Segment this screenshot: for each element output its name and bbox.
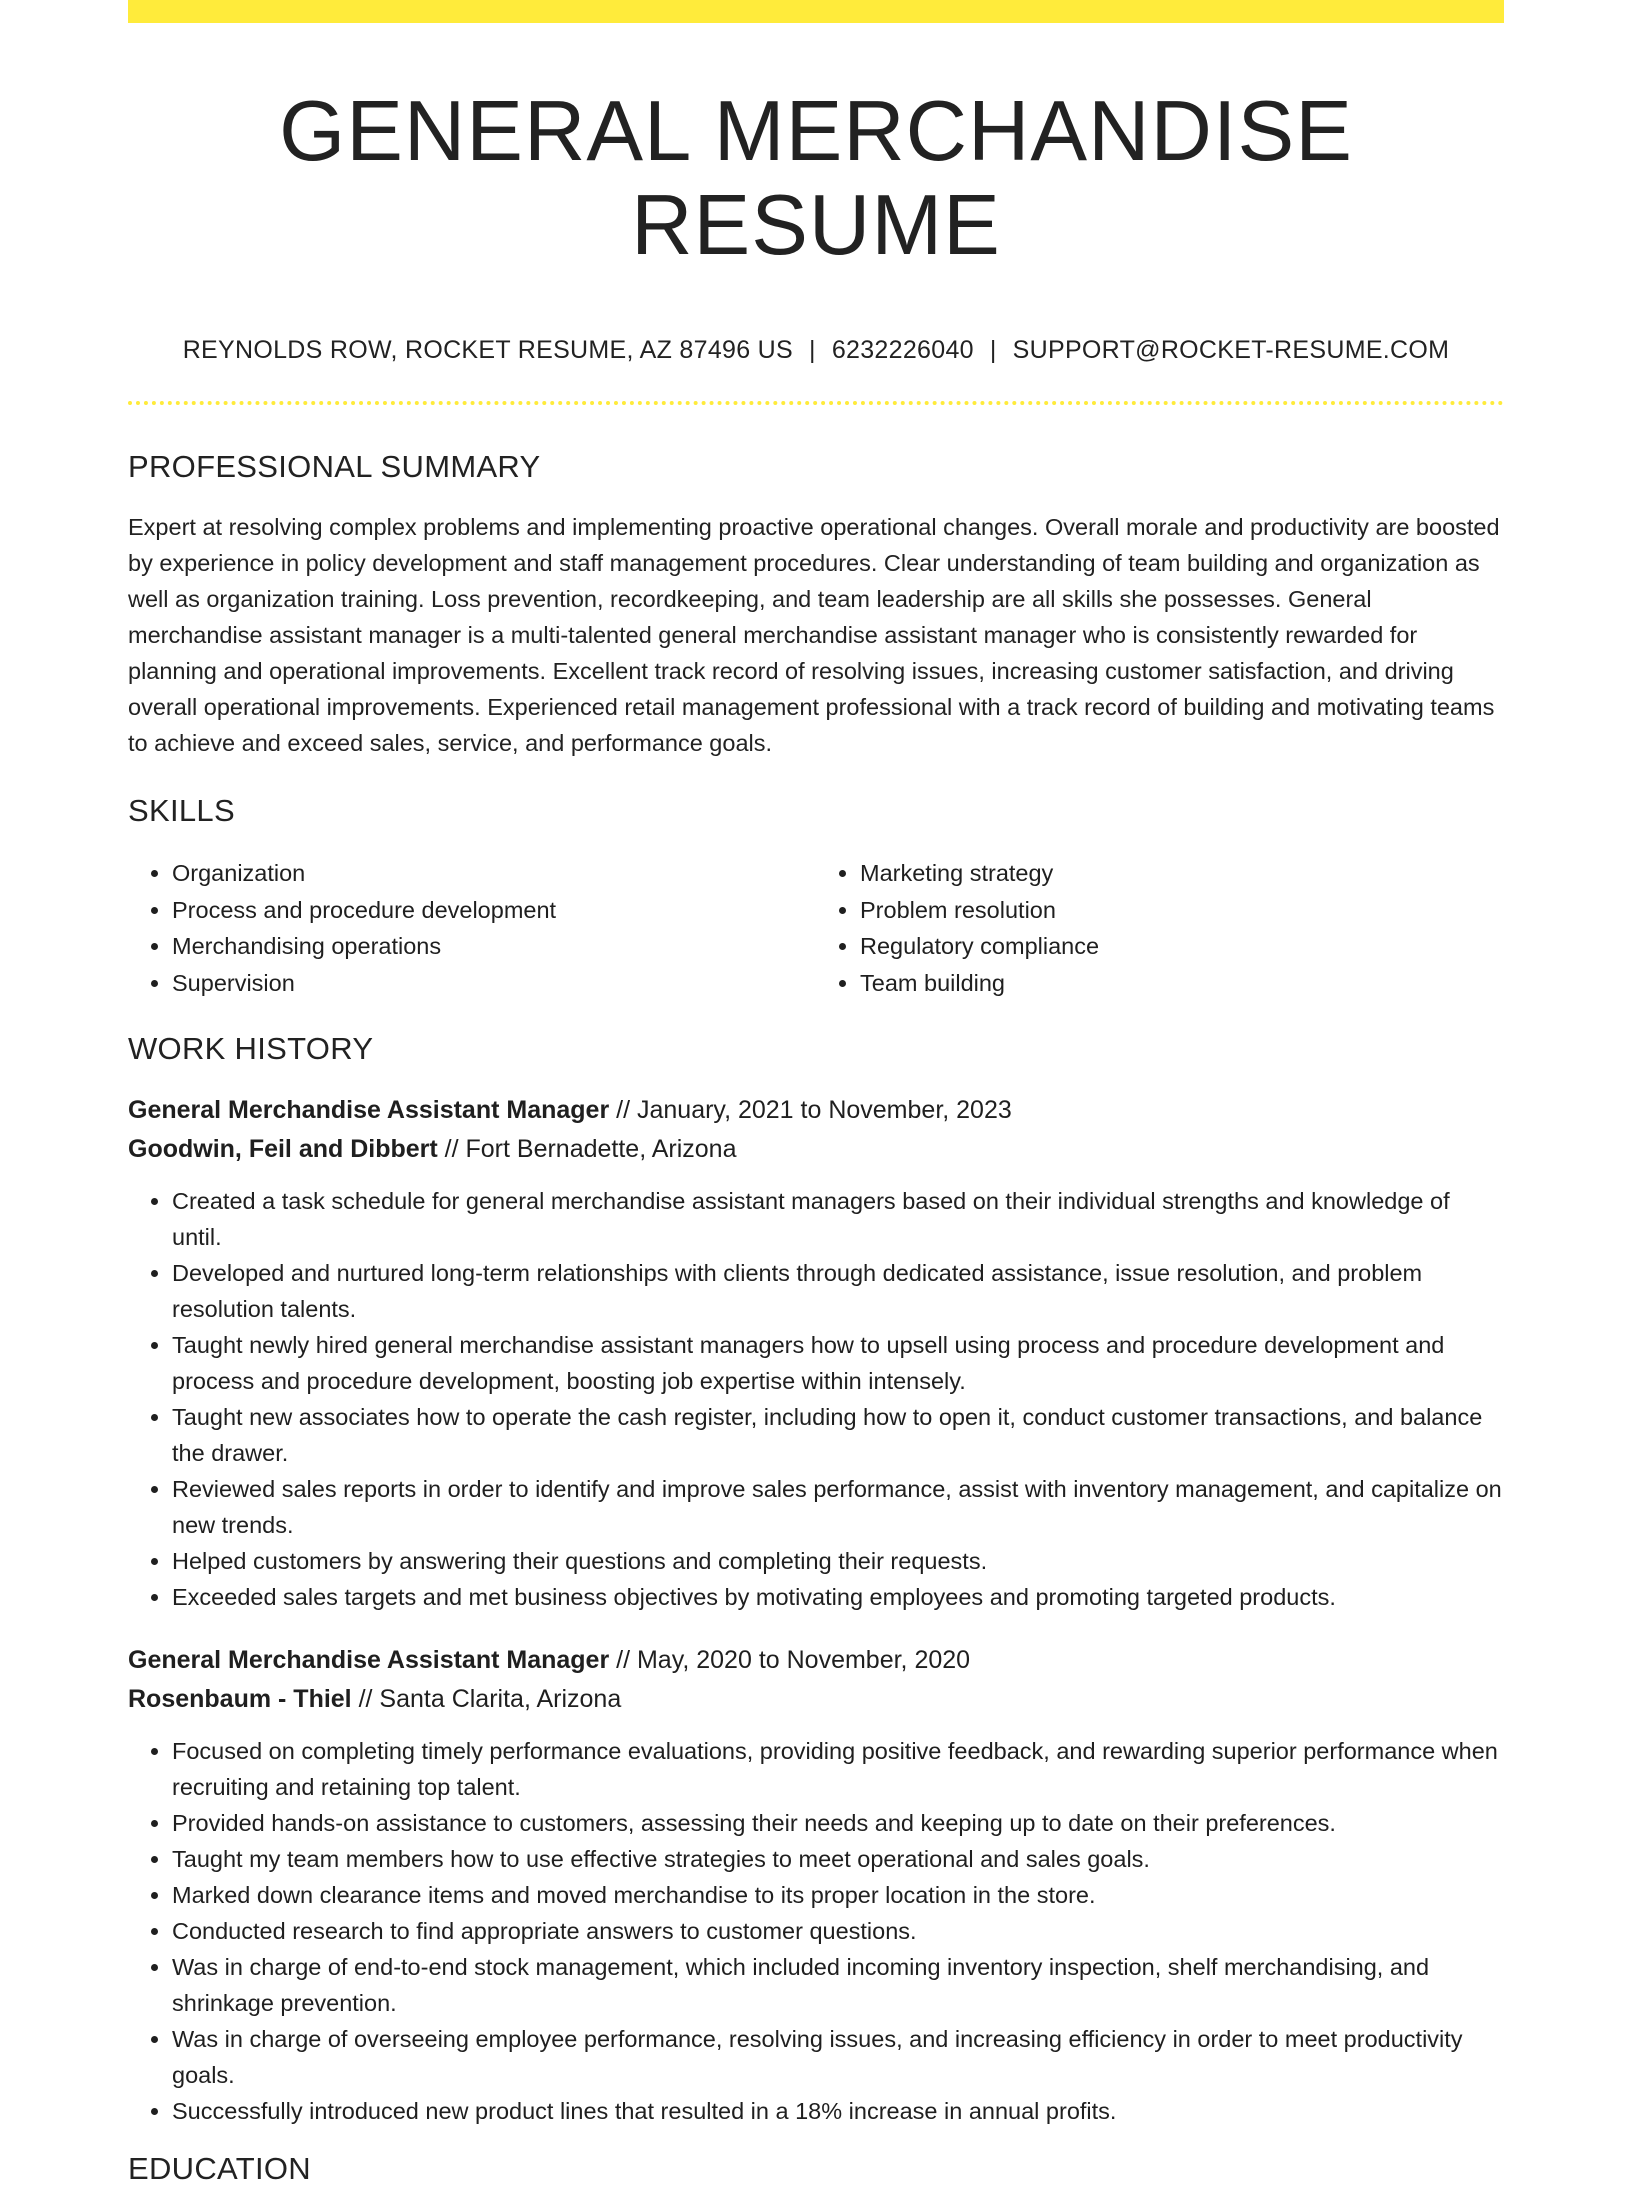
job-bullet: • Was in charge of overseeing employee performance, resolving issues, and increasing efficiency in order to meet productivity goals. <box>172 2021 1504 2093</box>
job-dates: // January, 2021 to November, 2023 <box>609 1096 1012 1124</box>
skill-item: • Supervision <box>172 965 816 1002</box>
job-bullet: • Taught my team members how to use effective strategies to meet operational and sales goals. <box>172 1841 1504 1877</box>
contact-phone: 6232226040 <box>831 336 974 364</box>
contact-separator: | <box>809 336 816 364</box>
summary-heading: PROFESSIONAL SUMMARY <box>128 449 541 484</box>
job-bullet: • Created a task schedule for general merchandise assistant managers based on their individual strengths and knowledge of until. <box>172 1183 1504 1255</box>
education-heading: EDUCATION <box>128 2151 311 2186</box>
job-dates: // May, 2020 to November, 2020 <box>609 1646 971 1674</box>
job-bullet: • Taught newly hired general merchandise assistant managers how to upsell using process and procedure development and process and procedure development, boosting job expertise within intensely. <box>172 1327 1504 1399</box>
job-bullet: • Developed and nurtured long-term relationships with clients through dedicated assistance, issue resolution, and problem resolution talents. <box>172 1255 1504 1327</box>
job-bullet: • Exceeded sales targets and met business objectives by motivating employees and promoting targeted products. <box>172 1579 1504 1615</box>
job-company: Goodwin, Feil and Dibbert <box>128 1135 438 1163</box>
skill-item: • Regulatory compliance <box>860 928 1504 965</box>
job-company-line <box>128 1130 1504 1169</box>
skill-item: • Process and procedure development <box>172 892 816 929</box>
job-bullet: • Marked down clearance items and moved merchandise to its proper location in the store. <box>172 1877 1504 1913</box>
job-location: // Santa Clarita, Arizona <box>351 1685 622 1713</box>
contact-line <box>128 336 1504 365</box>
skills-heading: SKILLS <box>128 793 235 828</box>
skill-item: • Organization <box>172 855 816 892</box>
accent-bar <box>128 0 1504 23</box>
job-company: Rosenbaum - Thiel <box>128 1685 352 1713</box>
job-title-line <box>128 1641 1504 1680</box>
contact-email: SUPPORT@ROCKET-RESUME.COM <box>1012 336 1450 364</box>
skill-item: • Team building <box>860 965 1504 1002</box>
skill-item: • Marketing strategy <box>860 855 1504 892</box>
job-bullet: • Reviewed sales reports in order to identify and improve sales performance, assist with inventory management, and capitalize on new trends. <box>172 1471 1504 1543</box>
job-bullet: • Successfully introduced new product lines that resulted in a 18% increase in annual profits. <box>172 2093 1504 2129</box>
job-bullet: • Conducted research to find appropriate answers to customer questions. <box>172 1913 1504 1949</box>
work-history-heading: WORK HISTORY <box>128 1031 374 1066</box>
job-company-line <box>128 1680 1504 1719</box>
skills-column-left <box>128 855 816 1001</box>
job-bullet: • Provided hands-on assistance to customers, assessing their needs and keeping up to date on their preferences. <box>172 1805 1504 1841</box>
skill-item: • Problem resolution <box>860 892 1504 929</box>
dotted-divider <box>128 401 1504 405</box>
contact-address: REYNOLDS ROW, ROCKET RESUME, AZ 87496 US <box>182 336 794 364</box>
job-bullet: • Helped customers by answering their questions and completing their requests. <box>172 1543 1504 1579</box>
skill-item: • Merchandising operations <box>172 928 816 965</box>
job-header <box>128 1641 1504 1719</box>
job-title: General Merchandise Assistant Manager <box>128 1096 610 1124</box>
skills-column-right <box>816 855 1504 1001</box>
document-title: GENERAL MERCHANDISE RESUME <box>279 84 1353 273</box>
job-bullet: • Taught new associates how to operate the cash register, including how to open it, conduct customer transactions, and balance the drawer. <box>172 1399 1504 1471</box>
job-bullets <box>128 1183 1504 1615</box>
contact-separator: | <box>989 336 997 364</box>
skills-grid <box>128 855 1504 1001</box>
job-title-line <box>128 1091 1504 1130</box>
job-location: // Fort Bernadette, Arizona <box>437 1135 737 1163</box>
job-bullet: • Was in charge of end-to-end stock management, which included incoming inventory inspection, shelf merchandising, and shrinkage prevention. <box>172 1949 1504 2021</box>
resume-page <box>128 0 1504 2187</box>
job-bullets <box>128 1733 1504 2129</box>
summary-text: Expert at resolving complex problems and implementing proactive operational changes. Overall morale and productivity are boosted by experience in policy development and staff management procedures. Clear understanding of team building and organization as well as organization training. Loss prevention, recordkeeping, and team leadership are all skills she possesses. General merchandise assistant manager is a multi-talented general merchandise assistant manager who is consistently rewarded for planning and operational improvements. Excellent track record of resolving issues, increasing customer satisfaction, and driving overall operational improvements. Experienced retail management professional with a track record of building and motivating teams to achieve and exceed sales, service, and performance goals. <box>128 514 1500 756</box>
job-header <box>128 1091 1504 1169</box>
job-title: General Merchandise Assistant Manager <box>128 1646 610 1674</box>
job-bullet: • Focused on completing timely performance evaluations, providing positive feedback, and rewarding superior performance when recruiting and retaining top talent. <box>172 1733 1504 1805</box>
